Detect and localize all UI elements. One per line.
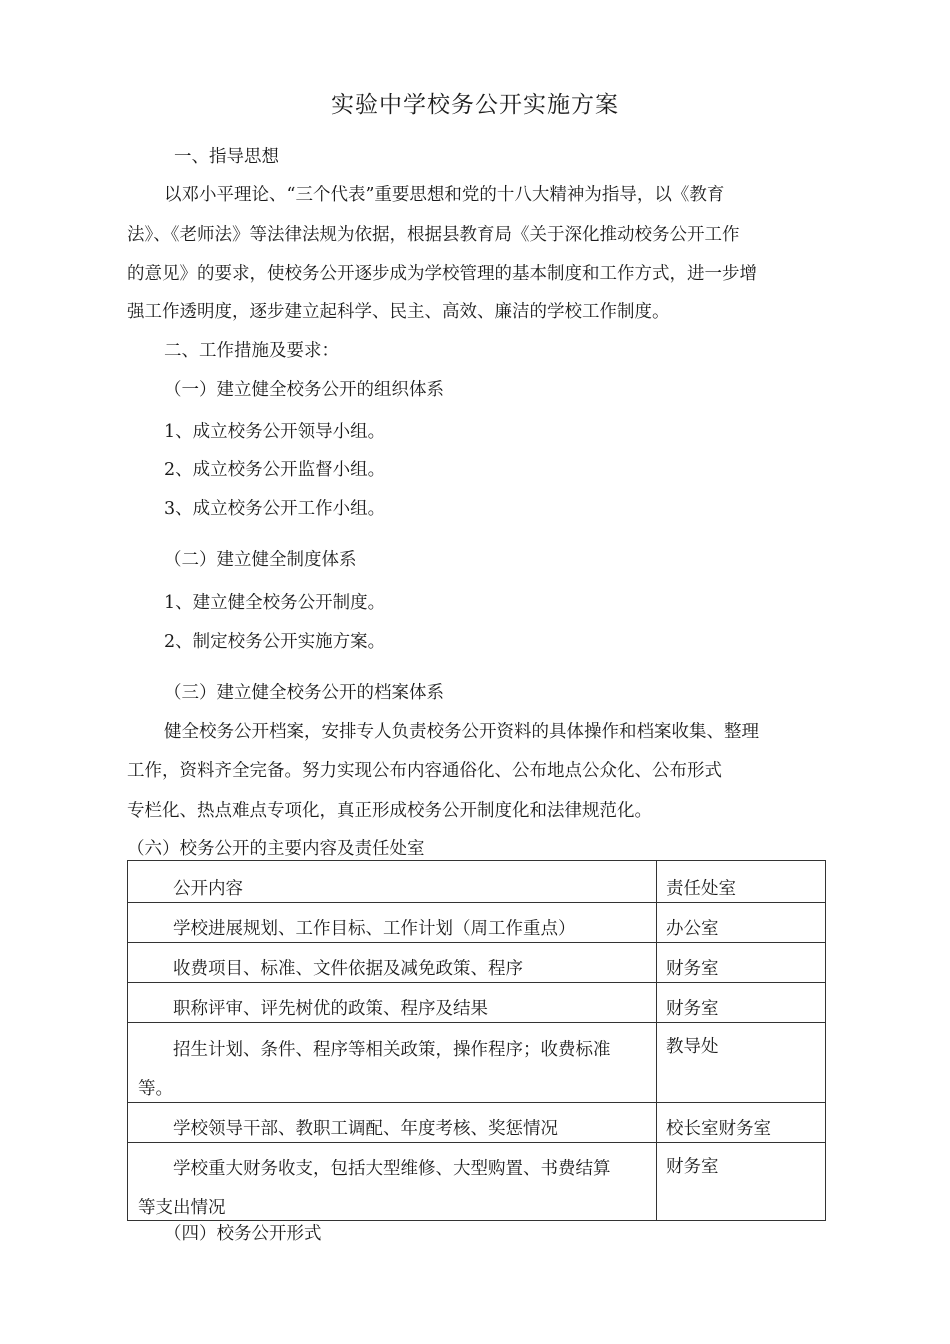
table-header-row bbox=[128, 861, 826, 903]
page-title: 实验中学校务公开实施方案 bbox=[331, 92, 619, 118]
header-dept-label: 责任处室 bbox=[666, 879, 736, 899]
paragraph-line: 法》、《老师法》等法律法规为依据，根据县教育局《关于深化推动校务公开工作 bbox=[127, 225, 740, 245]
subsection-heading-organization: （一）建立健全校务公开的组织体系 bbox=[164, 380, 444, 400]
header-content-label: 公开内容 bbox=[173, 879, 243, 899]
table-row bbox=[128, 1023, 826, 1103]
table-row bbox=[128, 983, 826, 1023]
list-item: 2、成立校务公开监督小组。 bbox=[164, 460, 386, 480]
table-cell-dept bbox=[657, 943, 826, 983]
table-cell-content bbox=[128, 983, 657, 1023]
section-heading-guiding-thought: 一、指导思想 bbox=[174, 147, 279, 167]
table-row bbox=[128, 903, 826, 943]
table-cell-content bbox=[128, 1103, 657, 1143]
paragraph-line: 的意见》的要求，使校务公开逐步成为学校管理的基本制度和工作方式，进一步增 bbox=[127, 264, 757, 284]
list-item: 3、成立校务公开工作小组。 bbox=[164, 499, 386, 519]
row-content: 收费项目、标准、文件依据及减免政策、程序 bbox=[173, 959, 523, 979]
subsection-heading-forms: （四）校务公开形式 bbox=[164, 1224, 322, 1244]
subsection-heading-system: （二）建立健全制度体系 bbox=[164, 550, 357, 570]
row-content-line1: 招生计划、条件、程序等相关政策，操作程序；收费标准 bbox=[173, 1040, 611, 1060]
row-content: 学校领导干部、教职工调配、年度考核、奖惩情况 bbox=[173, 1119, 558, 1139]
row-dept: 财务室 bbox=[666, 1157, 719, 1177]
row-dept: 教导处 bbox=[666, 1037, 719, 1057]
table-header-cell bbox=[657, 861, 826, 903]
table-cell-dept bbox=[657, 983, 826, 1023]
table-cell-content bbox=[128, 943, 657, 983]
row-content-line2: 等支出情况 bbox=[138, 1198, 226, 1218]
row-dept: 财务室 bbox=[666, 959, 719, 979]
row-dept: 财务室 bbox=[666, 999, 719, 1019]
subsection-heading-content-table: （六）校务公开的主要内容及责任处室 bbox=[127, 839, 425, 859]
row-content-line1: 学校重大财务收支，包括大型维修、大型购置、书费结算 bbox=[173, 1159, 611, 1179]
paragraph-line: 专栏化、热点难点专项化，真正形成校务公开制度化和法律规范化。 bbox=[127, 801, 652, 821]
list-item: 1、建立健全校务公开制度。 bbox=[164, 593, 386, 613]
section-heading-measures: 二、工作措施及要求： bbox=[164, 341, 339, 361]
table-row bbox=[128, 1103, 826, 1143]
table-row bbox=[128, 1143, 826, 1221]
table-cell-content bbox=[128, 903, 657, 943]
row-dept: 校长室财务室 bbox=[666, 1119, 771, 1139]
subsection-heading-archive: （三）建立健全校务公开的档案体系 bbox=[164, 683, 444, 703]
table-cell-dept bbox=[657, 1103, 826, 1143]
row-content: 职称评审、评先树优的政策、程序及结果 bbox=[173, 999, 488, 1019]
list-item: 1、成立校务公开领导小组。 bbox=[164, 422, 386, 442]
table-cell-dept bbox=[657, 1143, 826, 1221]
table-cell-dept bbox=[657, 903, 826, 943]
row-content-line2: 等。 bbox=[138, 1079, 173, 1099]
responsibility-table bbox=[127, 860, 826, 1221]
paragraph-line: 以邓小平理论、“三个代表”重要思想和党的十八大精神为指导，以《教育 bbox=[164, 185, 725, 205]
row-dept: 办公室 bbox=[666, 919, 719, 939]
row-content: 学校进展规划、工作目标、工作计划（周工作重点） bbox=[173, 919, 576, 939]
table-cell-content bbox=[128, 1023, 657, 1103]
table-header-cell bbox=[128, 861, 657, 903]
paragraph-line: 强工作透明度，逐步建立起科学、民主、高效、廉洁的学校工作制度。 bbox=[127, 302, 670, 322]
list-item: 2、制定校务公开实施方案。 bbox=[164, 632, 386, 652]
paragraph-line: 健全校务公开档案，安排专人负责校务公开资料的具体操作和档案收集、整理 bbox=[164, 722, 759, 742]
table-row bbox=[128, 943, 826, 983]
table-cell-content bbox=[128, 1143, 657, 1221]
table-cell-dept bbox=[657, 1023, 826, 1103]
paragraph-line: 工作，资料齐全完备。努力实现公布内容通俗化、公布地点公众化、公布形式 bbox=[127, 761, 722, 781]
